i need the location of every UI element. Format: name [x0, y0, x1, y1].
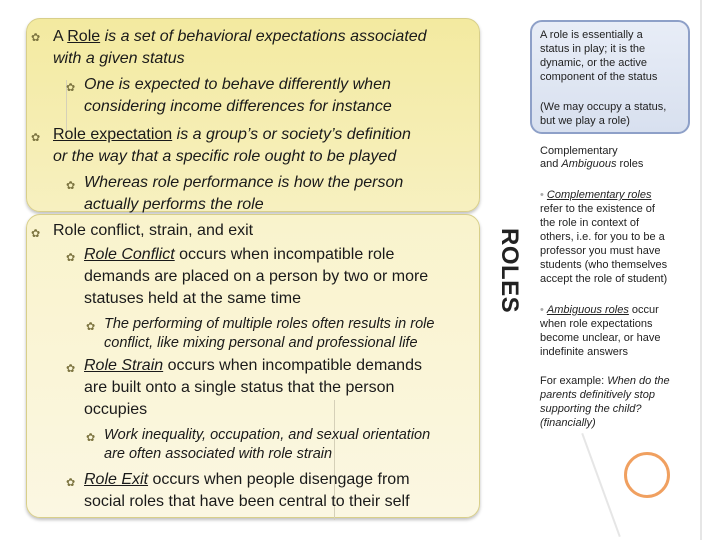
fleur-bullet-icon: ✿	[31, 32, 41, 44]
decor-line	[700, 0, 702, 540]
amb-line: indefinite answers	[540, 346, 629, 358]
ambiguous-roles-text: • Ambiguous roles occur	[540, 304, 659, 316]
fleur-bullet-icon: ✿	[66, 82, 76, 94]
fleur-bullet-icon: ✿	[66, 477, 76, 489]
role-expectation-sub-line2: actually performs the role	[84, 196, 264, 213]
comp-line: refer to the existence of	[540, 203, 655, 215]
box-line: dynamic, or the active	[540, 57, 647, 69]
role-sub-line1: One is expected to behave differently when	[84, 76, 391, 93]
role-exit-line2: social roles that have been central to their self	[84, 493, 410, 510]
role-expectation: Role expectation is a group’s or society’s definition	[53, 126, 411, 143]
example-line: parents definitively stop	[540, 389, 655, 401]
role-conflict-heading: Role conflict, strain, and exit	[53, 222, 254, 239]
role-conflict-line2: demands are placed on a person by two or more	[84, 268, 429, 285]
role-sub-line2: considering income differences for instance	[84, 98, 392, 115]
comp-line: the role in context of	[540, 217, 640, 229]
role-strain-item: Role Strain occurs when incompatible demands	[84, 357, 422, 374]
comp-line: students (who themselves	[540, 259, 668, 271]
box-line: (We may occupy a status,	[540, 101, 667, 113]
fleur-bullet-icon: ✿	[86, 432, 96, 444]
fleur-bullet-icon: ✿	[66, 180, 76, 192]
fleur-bullet-icon: ✿	[66, 363, 76, 375]
role-definition: A Role is a set of behavioral expectations associated	[53, 28, 427, 45]
comp-line: accept the role of student)	[540, 273, 668, 285]
box-line: component of the status	[540, 71, 658, 83]
decor-circle	[624, 452, 670, 498]
role-strain-sub-line1: Work inequality, occupation, and sexual orientation	[104, 427, 431, 443]
role-strain-sub-line2: are often associated with role strain	[104, 446, 333, 462]
role-conflict-item: Role Conflict occurs when incompatible role	[84, 246, 395, 263]
complementary-heading: Complementary	[540, 145, 618, 157]
role-conflict-sub-line1: The performing of multiple roles often results in role	[104, 316, 435, 332]
role-strain-line3: occupies	[84, 401, 148, 418]
roles-vertical-label: ROLES	[496, 228, 523, 314]
complementary-heading-line2: and Ambiguous roles	[540, 158, 644, 170]
box-line: A role is essentially a	[540, 29, 643, 41]
fleur-bullet-icon: ✿	[86, 321, 96, 333]
role-expectation-sub-line1: Whereas role performance is how the person	[84, 174, 404, 191]
comp-line: others, i.e. for you to be a	[540, 231, 665, 243]
example-line: supporting the child?	[540, 403, 642, 415]
example-line: (financially)	[540, 417, 596, 429]
fleur-bullet-icon: ✿	[31, 132, 41, 144]
fleur-bullet-icon: ✿	[31, 228, 41, 240]
decor-line	[581, 433, 621, 537]
role-conflict-line3: statuses held at the same time	[84, 290, 301, 307]
box-line: status in play; it is the	[540, 43, 646, 55]
role-expectation-line2: or the way that a specific role ought to be played	[53, 148, 397, 165]
complementary-roles-text: • Complementary roles	[540, 189, 652, 201]
amb-line: when role expectations	[540, 318, 653, 330]
role-definition-line2: with a given status	[53, 50, 185, 67]
fleur-bullet-icon: ✿	[66, 252, 76, 264]
example-text: For example: When do the	[540, 375, 670, 387]
box-line: but we play a role)	[540, 115, 630, 127]
role-strain-line2: are built onto a single status that the person	[84, 379, 395, 396]
role-exit-item: Role Exit occurs when people disengage from	[84, 471, 410, 488]
amb-line: become unclear, or have	[540, 332, 661, 344]
comp-line: professor you must have	[540, 245, 661, 257]
role-conflict-sub-line2: conflict, like mixing personal and professional life	[104, 335, 418, 351]
